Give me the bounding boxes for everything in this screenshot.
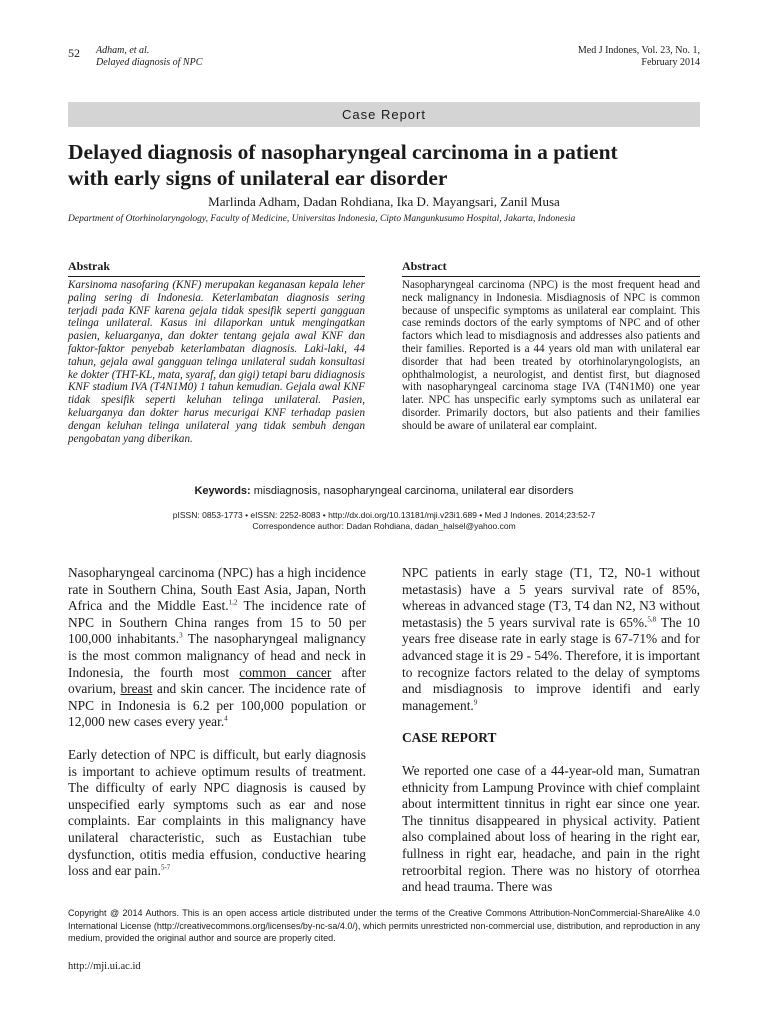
body-paragraph	[68, 565, 366, 731]
footer-url[interactable]: http://mji.ui.ac.id	[68, 961, 141, 972]
text-span: and skin cancer. The incidence rate of NPC in Indonesia is 6.2 per 100,000 population or 12,000 new cases every year.	[68, 681, 366, 730]
body-paragraph	[402, 565, 700, 714]
body-paragraph	[68, 747, 366, 880]
breast-link[interactable]: breast	[120, 681, 153, 697]
citation-superscript: 4	[224, 714, 228, 723]
citation-superscript: 5-7	[160, 863, 171, 872]
keywords	[68, 485, 700, 497]
citation-superscript: 9	[473, 698, 478, 707]
abstrak-text: Karsinoma nasofaring (KNF) merupakan keganasan kepala leher paling sering di Indonesia. Keterlambatan diagnosis sering terjadi pada KNF karena gejala tidak spesifik seperti gangguan telinga unilateral. Kasus ini dilaporkan untuk mengingatkan pasien, keluarganya, dan dokter tentang gejala awal KNF dan faktor-faktor penyebab keterlambatan diagnosis. Laki-laki, 44 tahun, gejala awal gangguan telinga unilateral sudah konsultasi ke dokter (THT-KL, mata, syaraf, dan gigi) tetapi baru didiagnosis KNF stadium IVA (T4N1M0) 1 tahun kemudian. Gejala awal KNF tidak spesifik seperti keluhan telinga unilateral. Pasien, keluarganya dan dokter harus mecurigai KNF terhadap pasien dengan keluhan telinga unilateral yang tidak sembuh dengan pengobatan yang diberikan.	[68, 279, 365, 445]
text-span: after ovarium,	[68, 664, 366, 697]
page-number: 52	[68, 46, 80, 60]
copyright-notice: Copyright @ 2014 Authors. This is an open access article distributed under the terms of the Creative Commons Attribution-NonCommercial-ShareAlike 4.0 International License (http://creativecommons.org/licenses/by-nc-sa/4.0/), which permits unrestricted non-commercial use, distribution, and reproduction in any medium, provided the original author and source are properly cited.	[68, 908, 700, 943]
text-span: Early detection of NPC is difficult, but early diagnosis is important to achieve optimum results of treatment. The difficulty of early NPC diagnosis is caused by unspecified early symptoms such as ear and nose complaints. Ear complaints in this malignancy have unilateral characteristic, such as Eustachian tube dysfunction, otitis media effusion, conductive hearing loss and ear pain.	[68, 746, 366, 879]
affiliation: Department of Otorhinolaryngology, Faculty of Medicine, Universitas Indonesia, Cipto Mangunkusumo Hospital, Jakarta, Indonesia	[68, 214, 576, 224]
text-span: Nasopharyngeal carcinoma (NPC) has a high incidence rate in Southern China, South East Asia, Japan, North Africa and the Middle East.	[68, 565, 366, 614]
citation-superscript: 5,8	[647, 615, 657, 624]
running-author: Adham, et al.	[96, 45, 150, 56]
author-list: Marlinda Adham, Dadan Rohdiana, Ika D. Mayangsari, Zanil Musa	[208, 194, 560, 209]
body-column-left	[68, 565, 366, 896]
text-span: NPC patients in early stage (T1, T2, N0-1 without metastasis) have a 5 years survival rate of 85%, whereas in advanced stage (T3, T4 dan N2, N3 without metastasis) the 5 years survival rate is 65%.	[402, 565, 700, 630]
text-span: The 10 years free disease rate in early stage is 67-71% and for advanced stage it is 29 - 54%. Therefore, it is important to recognize factors related to the delay of symptoms and misdiagnosis to improve identifi and early management.	[402, 614, 700, 713]
journal-citation: Med J Indones, Vol. 23, No. 1,	[577, 45, 700, 56]
keywords-text: misdiagnosis, nasopharyngeal carcinoma, unilateral ear disorders	[253, 485, 574, 497]
issn-doi-line: pISSN: 0853-1773 • eISSN: 2252-8083 • http://dx.doi.org/10.13181/mji.v23i1.689 • Med J Indones. 2014;23:52-7	[172, 510, 596, 520]
keywords-label: Keywords:	[194, 485, 251, 497]
section-heading-case-report: CASE REPORT	[402, 730, 497, 746]
title-line-1: Delayed diagnosis of nasopharyngeal carcinoma in a patient	[68, 140, 618, 164]
abstract-text: Nasopharyngeal carcinoma (NPC) is the most frequent head and neck malignancy in Indonesia. Misdiagnosis of NPC is common because of unspecific symptoms as unilateral ear complaint. This case reminds doctors of the early symptoms of NPC and of other factors which lead to misdiagnosis and addresses also patients and their families. Reported is a 44 years old man with unilateral ear disorder that had been treated by otorhinolaryngologists, an ophthalmologist, a neurologist, and dentist first, but diagnosed with nasopharyngeal carcinoma stage IVA (T4N1M0) one year later. NPC has unspecific early symptoms such as unilateral ear disorder. Primarily doctors, but also patients and their families should be aware of unilateral ear complaint.	[402, 279, 700, 432]
correspondence-line: Correspondence author: Dadan Rohdiana, dadan_halsel@yahoo.com	[252, 521, 516, 531]
title-line-2: with early signs of unilateral ear disorder	[68, 166, 448, 190]
abstrak-heading: Abstrak	[68, 259, 365, 277]
abstract-heading: Abstract	[402, 259, 700, 277]
article-title	[68, 139, 708, 191]
body-column-right	[402, 565, 700, 912]
text-span: The incidence rate of NPC in Southern China ranges from 15 to 50 per 100,000 inhabitants.	[68, 598, 366, 647]
journal-date: February 2014	[641, 57, 700, 68]
text-span: We reported one case of a 44-year-old man, Sumatran ethnicity from Lampung Province with chief complaint about intermittent tinnitus in right ear since one year. The tinnitus disappeared in physical activity. Patient also complained about loss of hearing in the right ear, fullness in right ear, headache, and pain in the right retroorbital region. There was no history of otorrhea and head trauma. There was	[402, 762, 700, 895]
running-title: Delayed diagnosis of NPC	[96, 57, 203, 68]
common-cancer-link[interactable]: common cancer	[239, 664, 332, 680]
article-type-banner: Case Report	[68, 102, 700, 127]
citation-superscript: 3	[179, 631, 183, 640]
citation-superscript: 1,2	[228, 598, 238, 607]
running-header-left	[96, 45, 202, 69]
text-span: The nasopharyngeal malignancy is the most common malignancy of head and neck in Indonesia, the fourth most	[68, 631, 366, 680]
body-paragraph	[402, 763, 700, 896]
publication-info	[68, 510, 700, 532]
running-header-right	[578, 45, 700, 69]
